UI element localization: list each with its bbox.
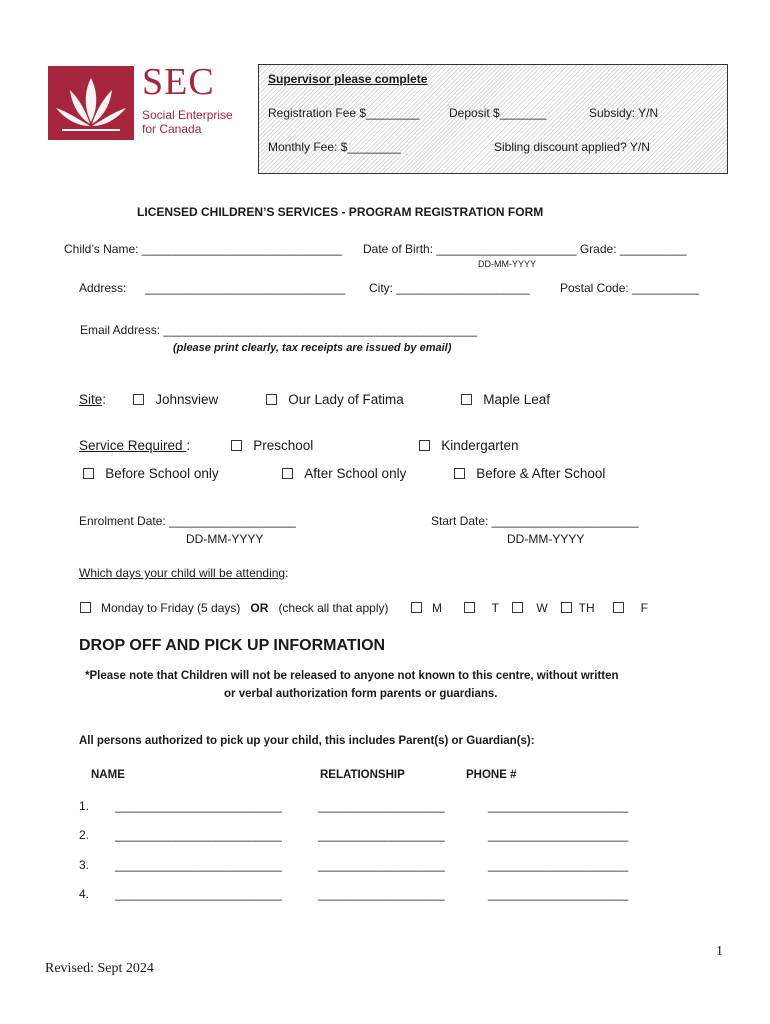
col-name-header: NAME — [91, 769, 125, 781]
subsidy-field[interactable]: Subsidy: Y/N — [589, 106, 659, 120]
dropoff-heading: DROP OFF AND PICK UP INFORMATION — [79, 637, 386, 654]
service-label-preschool: Preschool — [253, 438, 314, 453]
site-option-maple-leaf[interactable] — [461, 392, 550, 407]
service-option-after-school[interactable] — [282, 466, 406, 481]
dob-grade-field[interactable]: Date of Birth: _____________________ Grade: __________ — [363, 242, 687, 256]
email-note: (please print clearly, tax receipts are issued by email) — [173, 342, 452, 354]
day-label-t: T — [491, 601, 500, 615]
email-field[interactable]: Email Address: _______________________________________________ — [80, 323, 478, 337]
dob-format: DD-MM-YYYY — [478, 259, 536, 269]
sec-logo — [48, 61, 233, 144]
dropoff-note-line1: *Please note that Children will not be released to anyone not known to this centre, without written — [85, 670, 619, 682]
check-all-note: (check all that apply) — [278, 601, 389, 615]
service-label — [79, 438, 190, 453]
service-option-before-after[interactable] — [454, 466, 605, 481]
name-field[interactable]: _________________________ — [115, 887, 282, 901]
deposit-field[interactable]: Deposit $_______ — [449, 106, 547, 120]
row-number: 1. — [79, 799, 90, 813]
service-option-kindergarten[interactable] — [419, 438, 519, 453]
site-option-johnsview[interactable] — [133, 392, 218, 407]
row-number: 4. — [79, 887, 90, 901]
name-field[interactable]: _________________________ — [115, 858, 282, 872]
supervisor-box — [258, 64, 728, 174]
day-label-m: M — [432, 601, 443, 615]
address-field[interactable]: ______________________________ — [145, 281, 346, 295]
service-label-kindergarten: Kindergarten — [441, 438, 519, 453]
checkbox-icon[interactable] — [419, 440, 430, 451]
checkbox-icon[interactable] — [561, 602, 572, 613]
site-label-text: Site — [79, 392, 103, 407]
day-label-th: TH — [578, 601, 595, 615]
relationship-field[interactable]: ___________________ — [318, 887, 445, 901]
row-number: 2. — [79, 828, 90, 842]
supervisor-heading: Supervisor please complete — [268, 72, 428, 86]
service-label-after-school: After School only — [304, 466, 407, 481]
col-relationship-header: RELATIONSHIP — [320, 769, 405, 781]
registration-fee-field[interactable]: Registration Fee $________ — [268, 106, 420, 120]
authorized-persons-label: All persons authorized to pick up your child, this includes Parent(s) or Guardian(s): — [79, 735, 535, 747]
checkbox-icon[interactable] — [266, 394, 277, 405]
checkbox-icon[interactable] — [80, 602, 91, 613]
monthly-fee-field[interactable]: Monthly Fee: $________ — [268, 140, 401, 154]
site-label-johnsview: Johnsview — [155, 392, 219, 407]
site-option-fatima[interactable] — [266, 392, 404, 407]
relationship-field[interactable]: ___________________ — [318, 799, 445, 813]
day-option-th[interactable] — [561, 601, 595, 615]
service-label-before-school: Before School only — [105, 466, 219, 481]
name-field[interactable]: _________________________ — [115, 799, 282, 813]
checkbox-icon[interactable] — [133, 394, 144, 405]
service-colon: : — [186, 438, 191, 453]
phone-field[interactable]: _____________________ — [488, 858, 629, 872]
day-label-w: W — [536, 601, 548, 615]
checkbox-icon[interactable] — [464, 602, 475, 613]
phone-field[interactable]: _____________________ — [488, 828, 629, 842]
or-text: OR — [250, 601, 269, 615]
checkbox-icon[interactable] — [411, 602, 422, 613]
col-phone-header: PHONE # — [466, 769, 517, 781]
mon-fri-option: Monday to Friday (5 days) — [101, 601, 241, 615]
address-label: Address: — [79, 281, 127, 295]
relationship-field[interactable]: ___________________ — [318, 858, 445, 872]
revised-date: Revised: Sept 2024 — [45, 961, 154, 976]
sibling-discount-field[interactable]: Sibling discount applied? Y/N — [494, 140, 650, 154]
postal-code-field[interactable]: Postal Code: __________ — [560, 281, 699, 295]
day-option-t[interactable] — [464, 601, 499, 615]
logo-abbrev: SEC — [142, 61, 215, 103]
days-label-text: Which days your child will be attending — [79, 566, 286, 580]
checkbox-icon[interactable] — [282, 468, 293, 479]
checkbox-icon[interactable] — [461, 394, 472, 405]
enrolment-date-format: DD-MM-YYYY — [186, 532, 264, 546]
site-label-fatima: Our Lady of Fatima — [288, 392, 404, 407]
checkbox-icon[interactable] — [613, 602, 624, 613]
start-date-format: DD-MM-YYYY — [507, 532, 585, 546]
site-colon: : — [102, 392, 107, 407]
start-date-field[interactable]: Start Date: ______________________ — [431, 514, 639, 528]
site-label — [79, 392, 106, 407]
city-field[interactable]: City: ____________________ — [369, 281, 530, 295]
day-option-m[interactable] — [411, 601, 442, 615]
checkbox-icon[interactable] — [512, 602, 523, 613]
relationship-field[interactable]: ___________________ — [318, 828, 445, 842]
service-option-before-school[interactable] — [83, 466, 219, 481]
service-label-text: Service Required — [79, 438, 187, 453]
day-option-w[interactable] — [512, 601, 548, 615]
day-label-f: F — [640, 601, 649, 615]
days-row — [80, 601, 389, 615]
checkbox-icon[interactable] — [231, 440, 242, 451]
service-label-before-after: Before & After School — [476, 466, 606, 481]
logo-line2: for Canada — [142, 122, 202, 136]
dropoff-note-line2: or verbal authorization form parents or guardians. — [224, 688, 498, 700]
checkbox-icon[interactable] — [83, 468, 94, 479]
days-colon: : — [285, 566, 289, 580]
form-title: LICENSED CHILDREN’S SERVICES - PROGRAM REGISTRATION FORM — [137, 205, 544, 219]
row-number: 3. — [79, 858, 90, 872]
logo-line1: Social Enterprise — [142, 108, 233, 122]
enrolment-date-field[interactable]: Enrolment Date: ___________________ — [79, 514, 296, 528]
service-option-preschool[interactable] — [231, 438, 313, 453]
site-label-maple-leaf: Maple Leaf — [483, 392, 551, 407]
child-name-field[interactable]: Child’s Name: ______________________________ — [64, 242, 343, 256]
days-label — [79, 566, 288, 580]
page-number: 1 — [716, 944, 723, 959]
day-option-f[interactable] — [613, 601, 648, 615]
phone-field[interactable]: _____________________ — [488, 799, 629, 813]
phone-field[interactable]: _____________________ — [488, 887, 629, 901]
name-field[interactable]: _________________________ — [115, 828, 282, 842]
checkbox-icon[interactable] — [454, 468, 465, 479]
